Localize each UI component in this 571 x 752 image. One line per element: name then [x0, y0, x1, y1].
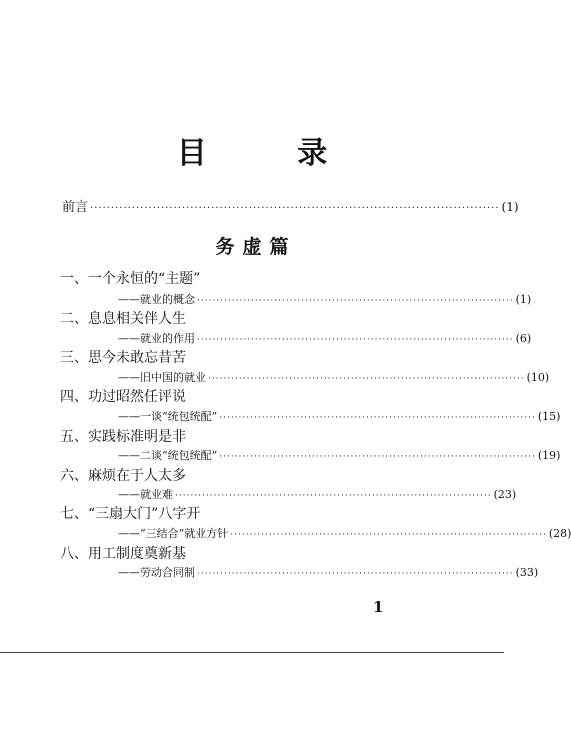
leader-dots: ·················································································· [230, 530, 547, 540]
page-title: 目 录 [176, 136, 368, 171]
leader-dots: ·················································································· [219, 452, 536, 462]
page-number: 1 [373, 598, 384, 616]
toc-entry-title[interactable]: 六、麻烦在于人太多 [60, 468, 186, 484]
leader-dots: ·················································································· [175, 491, 492, 501]
toc-entry-subtitle: ——二谈“统包统配” [118, 449, 218, 462]
toc-entry-subrow[interactable] [118, 486, 517, 502]
toc-entry-title[interactable]: 五、实践标准明是非 [60, 429, 186, 445]
toc-entry-subtitle: ——就业的作用 [118, 332, 195, 345]
toc-preface-row[interactable] [62, 196, 519, 215]
toc-entry-subrow[interactable] [118, 291, 532, 307]
toc-entry-subrow[interactable] [118, 447, 561, 463]
leader-dots: ·················································································· [197, 569, 514, 579]
toc-entry-page: (1) [515, 293, 532, 306]
leader-dots: ·················································································· [197, 296, 514, 306]
preface-page: (1) [501, 200, 519, 214]
toc-entry-subtitle: ——一谈“统包统配” [118, 410, 218, 423]
leader-dots: ·················································································· [208, 374, 525, 384]
leader-dots: ·································································································· [90, 203, 500, 214]
toc-entry-title[interactable]: 二、息息相关伴人生 [60, 311, 186, 327]
toc-entry-subrow[interactable] [118, 330, 532, 346]
toc-entry-title[interactable]: 四、功过昭然任评说 [60, 389, 186, 405]
toc-entry-subtitle: ——“三结合”就业方针 [118, 527, 229, 540]
toc-entry-page: (15) [537, 410, 561, 423]
section-heading: 务虚篇 [215, 236, 297, 258]
toc-entry-subrow[interactable] [118, 564, 539, 580]
toc-entry-title[interactable]: 三、思今未敢忘昔苦 [60, 350, 186, 366]
preface-label: 前言 [62, 200, 89, 215]
toc-entry-subrow[interactable] [118, 408, 561, 424]
toc-entry-page: (33) [515, 566, 539, 579]
toc-entry-title[interactable]: 七、“三扇大门”八字开 [60, 506, 201, 522]
toc-entry-subtitle: ——就业难 [118, 488, 173, 501]
scan-edge-line [0, 652, 504, 653]
toc-entry-page: (6) [515, 332, 532, 345]
toc-entry-title[interactable]: 一、一个永恒的“主题” [60, 271, 201, 287]
toc-entry-page: (23) [493, 488, 517, 501]
toc-entry-title[interactable]: 八、用工制度奠新基 [60, 546, 186, 562]
toc-entry-subtitle: ——劳动合同制 [118, 566, 195, 579]
toc-entry-subtitle: ——就业的概念 [118, 293, 195, 306]
toc-entry-page: (19) [537, 449, 561, 462]
toc-entry-page: (28) [548, 527, 571, 540]
toc-entry-page: (10) [526, 371, 550, 384]
toc-entry-subtitle: ——旧中国的就业 [118, 371, 206, 384]
leader-dots: ·················································································· [197, 335, 514, 345]
toc-entry-subrow[interactable] [118, 369, 550, 385]
leader-dots: ·················································································· [219, 413, 536, 423]
toc-entry-subrow[interactable] [118, 525, 571, 541]
